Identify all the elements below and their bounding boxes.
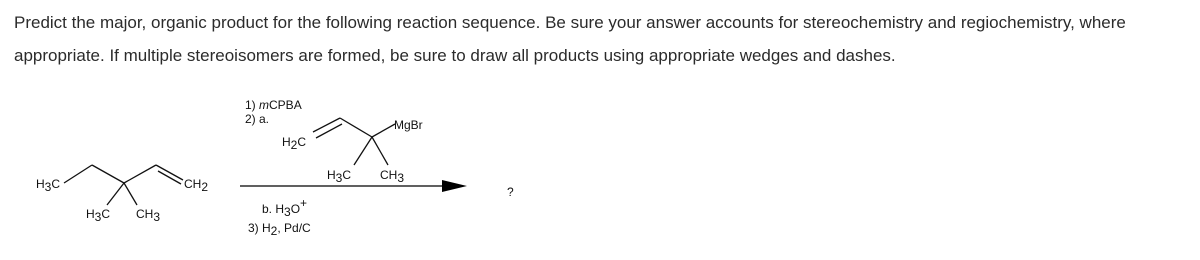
methyl-label-lower-left: H3C xyxy=(86,207,111,224)
methyl-label-lower-right: CH3 xyxy=(136,207,161,224)
conditions-below xyxy=(248,196,311,238)
step-3-label: 3) H2, Pd/C xyxy=(248,221,311,238)
grignard-reagent xyxy=(282,118,423,185)
grignard-methyl-left: H3C xyxy=(327,168,352,185)
bond xyxy=(340,118,372,137)
h2c-label: H2C xyxy=(282,135,307,152)
bond xyxy=(313,118,340,132)
bond xyxy=(354,137,372,165)
bond xyxy=(107,183,124,205)
mgbr-label: MgBr xyxy=(394,118,423,132)
question-text: Predict the major, organic product for the following reaction sequence. Be sure your answer accounts for stereochemistry and regiochemistry, where appropriate. If multiple stereoisomers are formed, be sure to draw all products using appropriate wedges and dashes. xyxy=(14,13,1126,65)
starting-material xyxy=(36,165,208,224)
methylene-label: CH2 xyxy=(184,177,209,194)
product-placeholder: ? xyxy=(507,185,514,199)
bond xyxy=(372,124,395,137)
reaction-arrow xyxy=(240,180,467,192)
bond xyxy=(124,165,156,183)
bond xyxy=(64,165,92,183)
arrowhead-icon xyxy=(442,180,467,192)
bond xyxy=(92,165,124,183)
bond xyxy=(316,124,342,138)
bond xyxy=(124,183,137,205)
conditions-above xyxy=(245,98,302,126)
bond xyxy=(372,137,388,165)
grignard-methyl-right: CH3 xyxy=(380,168,405,185)
step-2b-label: b. H3O+ xyxy=(262,196,308,219)
step-2a-label: 2) a. xyxy=(245,112,270,126)
step-1-label: 1) mCPBA xyxy=(245,98,302,112)
methyl-label-left: H3C xyxy=(36,177,61,194)
